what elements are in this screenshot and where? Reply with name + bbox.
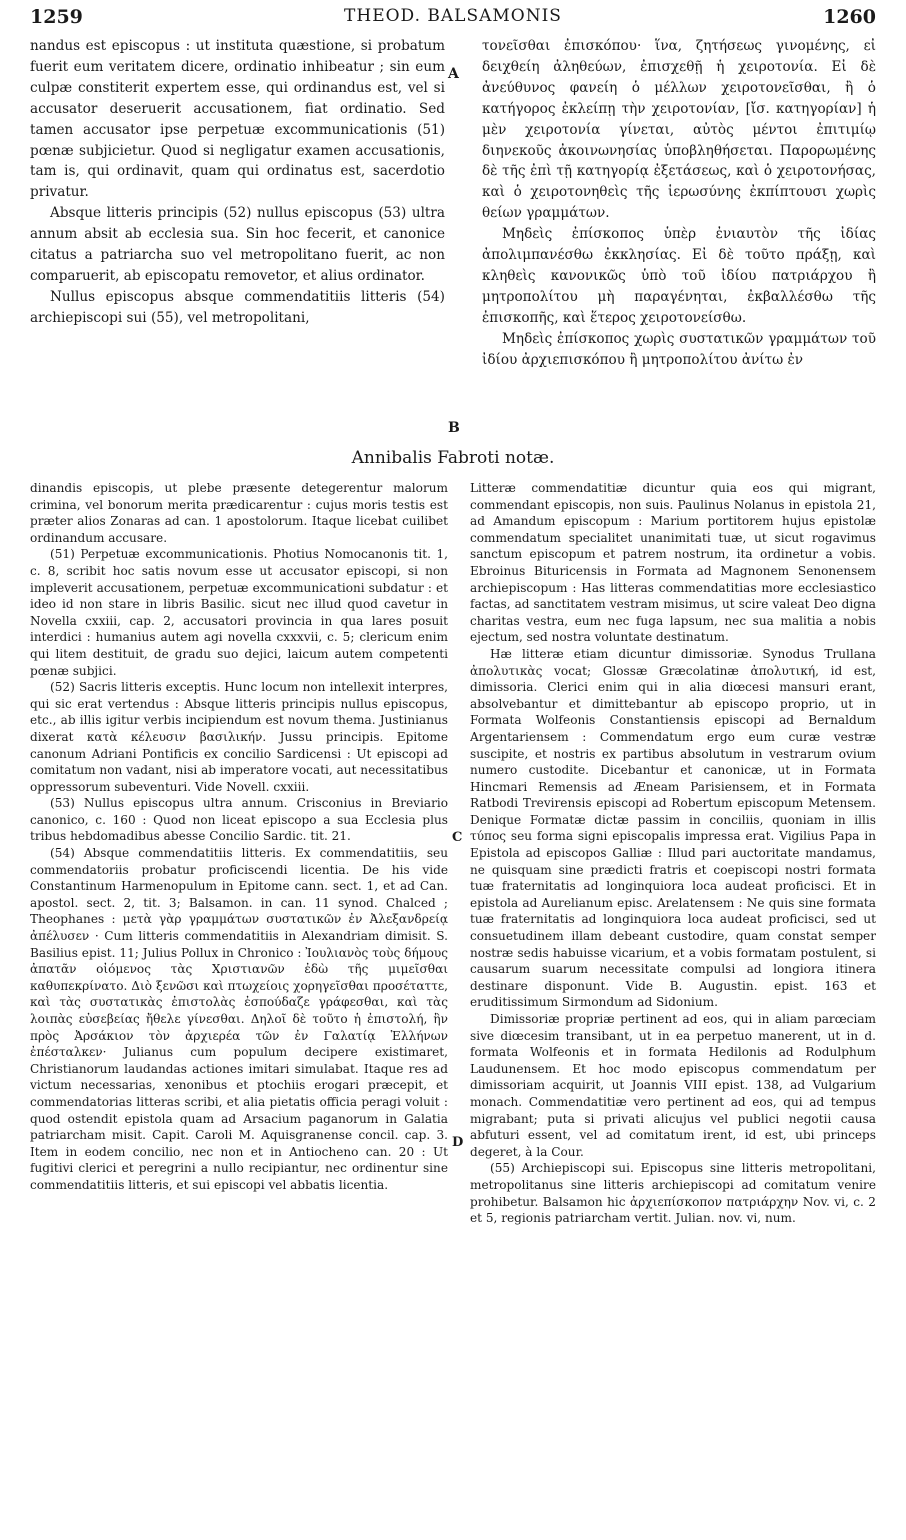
greek-paragraph-1: τονεῖσθαι ἐπισκόπου· ἵνα, ζητήσεως γινομένης, εἰ δειχθείη ἀληθεύων, ἐπισχεθῇ ἡ χειροτονία. Εἰ δὲ ἀνεύθυνος φανείη ὁ μέλλων χειροτονεῖσθαι, ἢ ὁ κατήγορος ἐκλείπῃ τὴν χειροτονίαν, [ἴσ. κατηγορίαν] ἡ μὲν χειροτονία γίνεται, αὐτὸς μέντοι ἐπιτιμίῳ διηνεκοῦς ἀκοινωνησίας ὑποβληθήσεται. Παρορωμένης δὲ τῆς ἐπὶ τῇ κατηγορίᾳ ἐξετάσεως, καὶ ὁ χειροτονήσας, καὶ ὁ χειροτονηθεὶς τῆς ἱερωσύνης ἐκπίπτουσι χωρὶς θείων γραμμάτων. xyxy=(482,38,876,222)
note-53: (53) Nullus episcopus ultra annum. Crisconius in Breviario canonico, c. 160 : Quod non liceat episcopo a sua Ecclesia plus tribus hebdomadibus abesse Concilio Sardic. tit. 21. xyxy=(30,796,448,844)
page-header xyxy=(30,6,876,32)
greek-paragraph-2: Μηδεὶς ἐπίσκοπος ὑπὲρ ἐνιαυτὸν τῆς ἰδίας ἀπολιμπανέσθω ἐκκλησίας. Εἰ δὲ τοῦτο πράξῃ, καὶ κληθεὶς κανονικῶς ὑπὸ τοῦ ἰδίου πατριάρχου ἢ μητροπολίτου μὴ παραγένηται, ἐκβαλλέσθω τῆς ἐπισκοπῆς, καὶ ἕτερος χειροτονείσθω. xyxy=(482,226,876,326)
note-paragraph: Hæ litteræ etiam dicuntur dimissoriæ. Synodus Trullana ἀπολυτικὰς vocat; Glossæ Græcolatinæ ἀπολυτική, id est, dimissoria. Clerici enim qui in alia diœcesi mansuri erant, absolvebantur et dimittebantur ab episcopo proprio, ut in Formata Wolfeonis Constantiensis episcopi ad Bernaldum Argentariensem : Commendatum ergo eum curæ vestræ suscipite, et nostris ex partibus absolutum in vestrarum ovium numero custodite. Dicebantur et canonicæ, ut in Formata Hincmari Remensis ad Æneam Parisiensem, et in Formata Ratbodi Trevirensis episcopi ad Robertum episcopum Metensem. Denique Formatæ dictæ passim in conciliis, quoniam in illis τύπος seu forma signi episcopalis impressa erat. Vigilius Papa in Epistola ad episcopos Galliæ : Illud pari auctoritate mandamus, ne quisquam sine prædicti fratris et coepiscopi nostri formata tuæ fraternitatis ad longinquiora loca audeat proficisci. Et in epistola ad Aurelianum episc. Arelatensem : Ne quis sine formata tuæ fraternitatis ad longinquiora loca audeat proficisci, sed ut consuetudinem illam debeant custodire, quam constat semper nostræ sedis habuisse vicarium, et a vobis formatam postulent, si causarum suarum necessitate compulsi ad longiora itinera destinare disponunt. Vide B. Augustin. epist. 163 et eruditissimum Sirmondum ad Sidonium. xyxy=(470,646,876,1010)
latin-paragraph-3: Nullus episcopus absque commendatitiis litteris (54) archiepiscopi sui (55), vel metropolitani, xyxy=(30,288,445,326)
note-52: (52) Sacris litteris exceptis. Hunc locum non intellexit interpres, qui sic erat vertendus : Absque litteris principis nullus episcopus, etc., ab illis igitur verbis incipiendum est novum thema. Justinianus dixerat κατὰ κέλευσιν βασιλικήν. Jussu principis. Epitome canonum Adriani Pontificis ex concilio Sardicensi : Ut episcopi ad comitatum non vadant, nisi ab imperatore vocati, aut necessitatibus oppressorum subeventuri. Vide Novell. cxxiii. xyxy=(30,680,448,794)
notes-right-column xyxy=(470,480,876,1520)
latin-paragraph-2: Absque litteris principis (52) nullus episcopus (53) ultra annum absit ab ecclesia sua. Sin hoc fecerit, et canonice citatus a patriarcha suo vel metropolitano fuerit, ac non comparuerit, ab episcopatu removetor, et alius ordinator. xyxy=(30,205,445,284)
latin-text-column xyxy=(30,36,445,329)
note-paragraph: dinandis episcopis, ut plebe præsente detegerentur malorum crimina, vel bonorum merita prædicarentur : cujus moris testis est præter alios Zonaras ad can. 1 apostolorum. Itaque licebat cuilibet ordinandum accusare. xyxy=(30,481,448,545)
notes-left-column xyxy=(30,480,448,1520)
margin-marker-c: C xyxy=(452,830,463,845)
note-54: (54) Absque commendatitiis litteris. Ex commendatitiis, seu commendatoriis probatur proficiscendi licentia. De his vide Constantinum Harmenopulum in Epitome cann. sect. 1, et ad Can. apostol. sect. 2, tit. 3; Balsamon. in can. 11 synod. Chalced ; Theophanes : μετὰ γὰρ γραμμάτων συστατικῶν ἐν Ἀλεξανδρείᾳ ἀπέλυσεν · Cum litteris commendatitiis in Alexandriam dimisit. S. Basilius epist. 11; Julius Pollux in Chronico : Ἰουλιανὸς τοὺς δήμους ἀπατᾶν οἰόμενος τὰς Χριστιανῶν ἐδὼ τῆς μιμεῖσθαι καθυπεκρίνατο. Διὸ ξενῶσι καὶ πτωχείοις χορηγεῖσθαι προσέταττε, καὶ τὰς συστατικὰς ἐπιστολὰς ἐσπούδαζε γράφεσθαι, καὶ τὰς λοιπὰς εὐσεβείας ἤθελε γίνεσθαι. Δηλοῖ δὲ τοῦτο ἡ ἐπιστολή, ἣν πρὸς Ἀρσάκιον τὸν ἀρχιερέα τῶν ἐν Γαλατίᾳ Ἑλλήνων ἐπέσταλκεν· Julianus cum populum decipere existimaret, Christianorum laudandas actiones imitari simulabat. Itaque res ad victum necessarias, xenonibus et ptochiis erogari præcepit, et commendatorias litteras scribi, et alia pietatis officia peragi voluit : quod ostendit epistola quam ad Arsacium paganorum in Galatia patriarcham misit. Capit. Caroli M. Aquisgranense concil. cap. 3. Item in eodem concilio, nec non et in Antiocheno can. 20 : Ut fugitivi clerici et peregrini a nullo recipiantur, nec ordinentur sine commendatitiis litteris, et sui episcopi vel abbatis licentia. xyxy=(30,846,448,1192)
note-paragraph: Litteræ commendatitiæ dicuntur quia eos qui migrant, commendant episcopis, non suis. Paulinus Nolanus in epistola 21, ad Amandum episcopum : Marium portitorem hujus epistolæ commendatum specialitet unanimitati tuæ, ut sicut rogavimus sanctum episcopum et patrem nostrum, ita ordinetur a vobis. Ebroinus Bituricensis in Formata ad Magnonem Senonensem archiepiscopum : Has litteras commendatitias more ecclesiastico factas, ad sanctitatem vestram misimus, ut scire valeat Deo digna charitas vestra, eum nec fuga lapsum, nec sua malitia a nobis ejectum, sed nostra voluntate destinatum. xyxy=(470,481,876,645)
note-55: (55) Archiepiscopi sui. Episcopus sine litteris metropolitani, metropolitanus sine litteris archiepiscopi ad comitatum venire prohibetur. Balsamon hic ἀρχιεπίσκοπον πατριάρχην Nov. vi, c. 2 et 5, regionis patriarcham vertit. Julian. nov. vi, num. xyxy=(470,1161,876,1226)
margin-marker-b: B xyxy=(448,420,460,436)
greek-paragraph-3: Μηδεὶς ἐπίσκοπος χωρὶς συστατικῶν γραμμάτων τοῦ ἰδίου ἀρχιεπισκόπου ἢ μητροπολίτου ἀνίτω ἐν xyxy=(482,330,876,368)
latin-paragraph-1: nandus est episcopus : ut instituta quæstione, si probatum fuerit eum veritatem dicere, ordinatio inhibeatur ; sin eum culpæ constiterit expertem esse, qui ordinandus est, vel si accusator deseruerit accusationem, fiat ordinatio. Sed tamen accusator ipse perpetuæ excommunicationis (51) pœnæ subjicietur. Quod si negligatur examen accusationis, tam is, qui ordinavit, quam qui ordinatus est, sacerdotio privatur. xyxy=(30,38,445,201)
margin-marker-a: A xyxy=(448,66,459,82)
running-title: THEOD. BALSAMONIS xyxy=(344,6,562,26)
margin-marker-d: D xyxy=(452,1135,464,1150)
notes-heading: Annibalis Fabroti notæ. xyxy=(351,448,555,468)
page-number-left: 1259 xyxy=(30,6,83,28)
page-number-right: 1260 xyxy=(823,6,876,28)
greek-text-column xyxy=(482,36,876,371)
note-51: (51) Perpetuæ excommunicationis. Photius Nomocanonis tit. 1, c. 8, scribit hoc satis novum esse ut accusator episcopi, si non impleverit accusationem, perpetuæ excommunicationi subdatur : et ideo id non stare in libris Basilic. sicut nec illud quod cavetur in Novella cxxiii, cap. 2, accusatori provincia in qua lares posuit interdici : humanius autem agi novella cxxxvii, c. 5; clericum enim qui litem destituit, de gradu suo dejici, laicum autem competenti pœnæ subjici. xyxy=(30,547,448,678)
note-paragraph: Dimissoriæ propriæ pertinent ad eos, qui in aliam parœciam sive diœcesim transibant, ut in ea perpetuo manerent, ut in d. formata Wolfeonis et in formata Hedilonis ad Rodulphum Laudunensem. Et hoc modo episcopus commendatum per dimissoriam acquirit, ut Joannis VIII epist. 138, ad Vulgarium monach. Commendatitiæ vero pertinent ad eos, qui ad tempus migrabant; puta si privati alicujus vel publici negotii causa abfuturi essent, vel ad comitatum irent, id est, ubi princeps degeret, à la Cour. xyxy=(470,1012,876,1159)
